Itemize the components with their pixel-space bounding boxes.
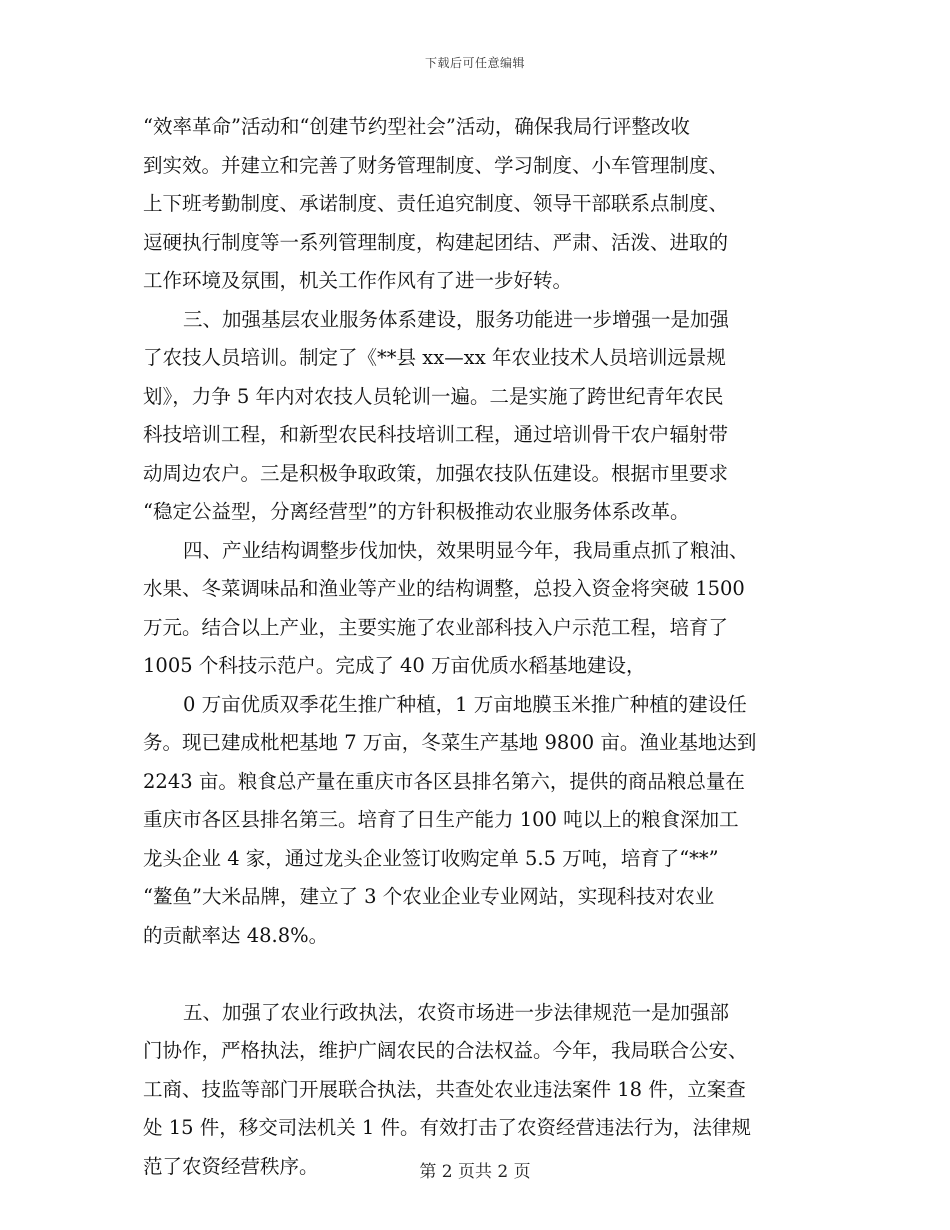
- blank-line: [143, 955, 807, 994]
- text-line: 三、加强基层农业服务体系建设，服务功能进一步增强一是加强: [183, 307, 730, 331]
- text-line: 1005 个科技示范户。完成了 40 万亩优质水稻基地建设，: [143, 654, 646, 677]
- text-line: “鳌鱼”大米品牌，建立了 3 个农业企业专业网站，实现科技对农业: [143, 885, 715, 908]
- text-line: 工商、技监等部门开展联合执法，共查处农业违法案件 18 件，立案查: [143, 1077, 746, 1101]
- text-line: “效率革命”活动和“创建节约型社会”活动，确保我局行评整改收: [143, 115, 690, 138]
- text-line: 四、产业结构调整步伐加快，效果明显今年，我局重点抓了粮油、: [183, 538, 749, 562]
- text-line: 范了农资经营秩序。: [143, 1154, 319, 1178]
- text-line: 万元。结合以上产业，主要实施了农业部科技入户示范工程，培育了: [143, 615, 729, 639]
- page-header: 下载后可任意编辑: [424, 56, 525, 70]
- text-line: 动周边农户。三是积极争取政策，加强农技队伍建设。根据市里要求: [143, 461, 729, 485]
- text-line: 重庆市各区县排名第三。培育了日生产能力 100 吨以上的粮食深加工: [143, 808, 739, 831]
- text-line: 务。现已建成枇杷基地 7 万亩，冬菜生产基地 9800 亩。渔业基地达到: [143, 731, 757, 754]
- text-line: 水果、冬菜调味品和渔业等产业的结构调整，总投入资金将突破 1500: [143, 577, 745, 600]
- text-line: 上下班考勤制度、承诺制度、责任追究制度、领导干部联系点制度、: [143, 192, 729, 215]
- text-line: 处 15 件，移交司法机关 1 件。有效打击了农资经营违法行为，法律规: [143, 1116, 752, 1139]
- text-line: 0 万亩优质双季花生推广种植，1 万亩地膜玉米推广种植的建设任: [183, 692, 747, 716]
- text-line: 龙头企业 4 家，通过龙头企业签订收购定单 5.5 万吨，培育了“**”: [143, 846, 719, 870]
- text-line: “稳定公益型，分离经营型”的方针积极推动农业服务体系改革。: [143, 500, 690, 523]
- text-line: 五、加强了农业行政执法，农资市场进一步法律规范一是加强部: [183, 1000, 730, 1024]
- page-footer: 第 2 页共 2 页: [419, 1162, 531, 1182]
- text-line: 划》，力争 5 年内对农技人员轮训一遍。二是实施了跨世纪青年农民: [143, 384, 724, 408]
- text-line: 科技培训工程，和新型农民科技培训工程，通过培训骨干农户辐射带: [143, 423, 729, 446]
- text-line: 2243 亩。粮食总产量在重庆市各区县排名第六，提供的商品粮总量在: [143, 769, 745, 793]
- document-body: [143, 108, 807, 1186]
- text-line: 的贡献率达 48.8%。: [143, 923, 329, 947]
- text-line: 门协作，严格执法，维护广阔农民的合法权益。今年，我局联合公安、: [143, 1039, 748, 1062]
- text-line: 了农技人员培训。制定了《**县 xx—xx 年农业技术人员培训远景规: [143, 346, 726, 369]
- text-line: 到实效。并建立和完善了财务管理制度、学习制度、小车管理制度、: [143, 153, 729, 177]
- text-line: 逗硬执行制度等一系列管理制度，构建起团结、严肃、活泼、进取的: [143, 230, 729, 254]
- text-line: 工作环境及氛围，机关工作作风有了进一步好转。: [143, 269, 573, 292]
